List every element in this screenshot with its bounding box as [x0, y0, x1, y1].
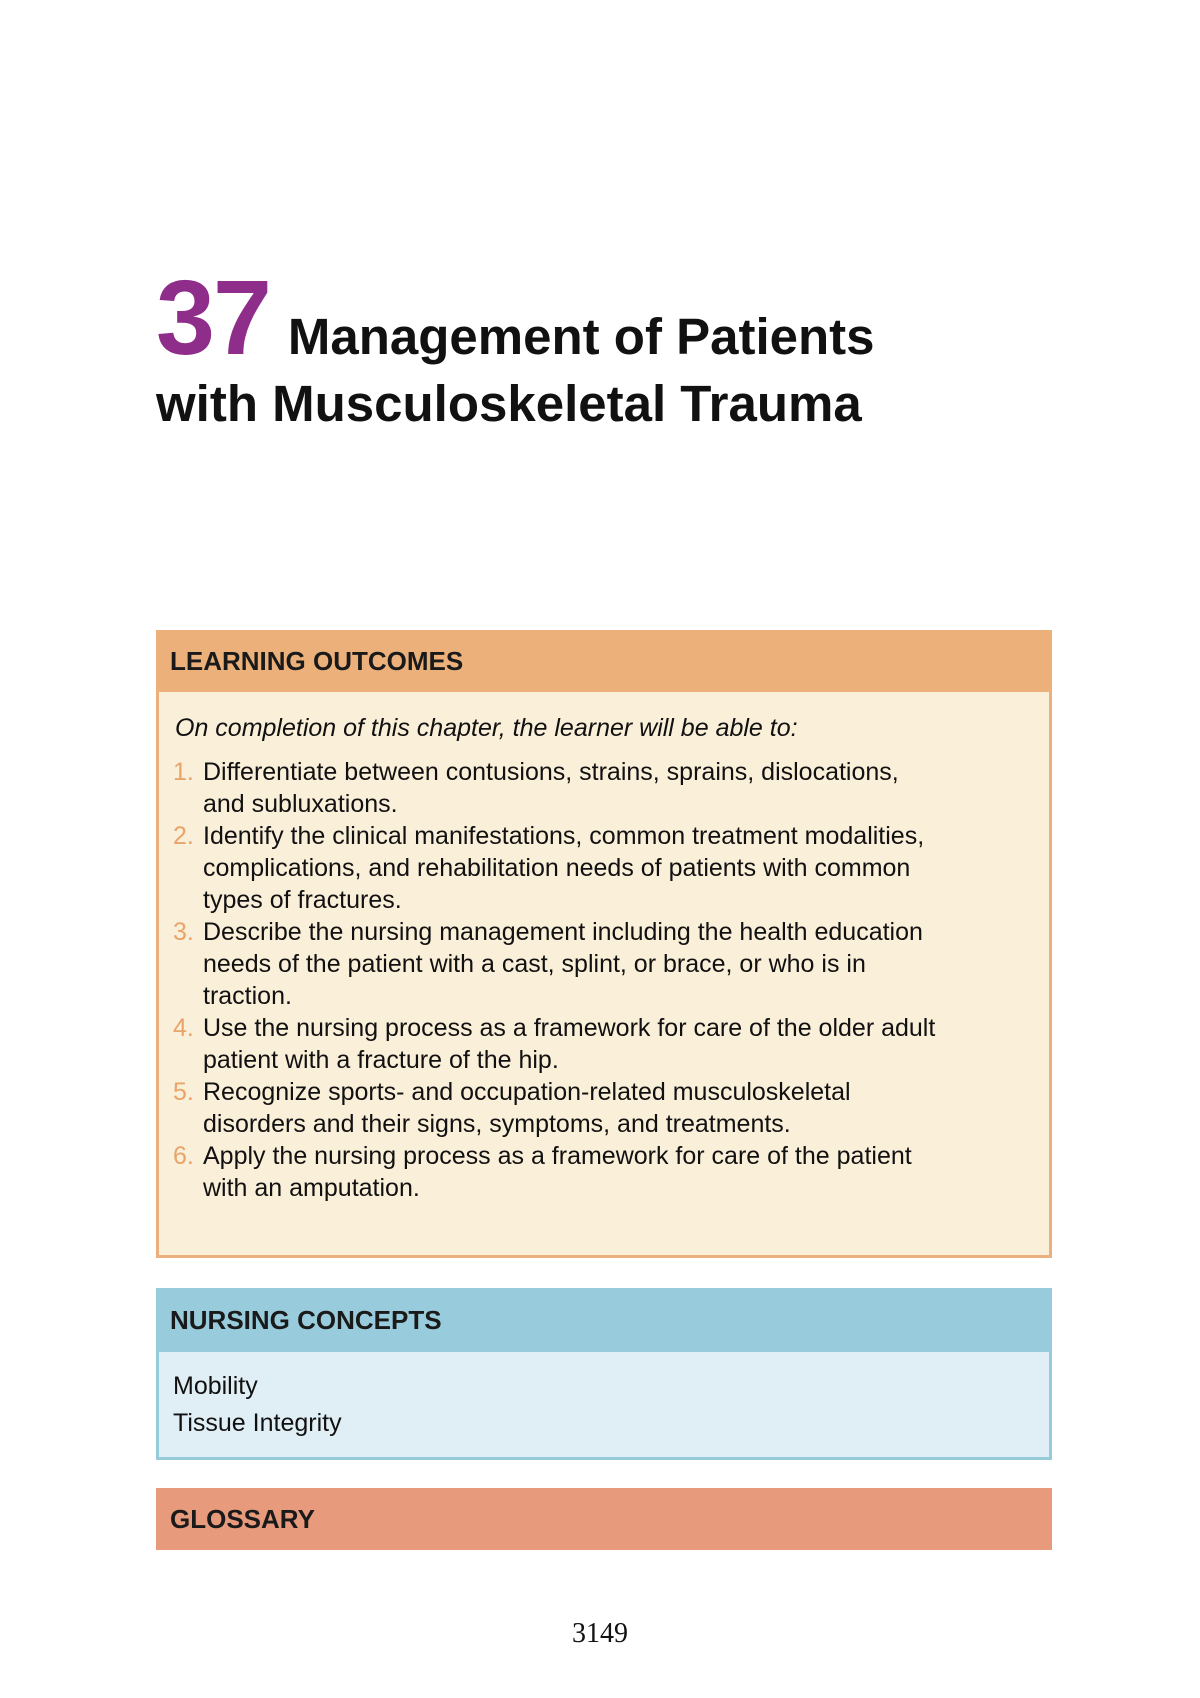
learning-outcome-item [173, 820, 1035, 916]
chapter-title-part-1: Management of Patients [287, 308, 875, 365]
learning-outcome-text-line: disorders and their signs, symptoms, and treatments. [203, 1110, 791, 1138]
learning-outcome-number: 2. [173, 822, 194, 850]
nursing-concepts-panel [156, 1288, 1052, 1460]
learning-outcomes-body [159, 692, 1049, 1204]
learning-outcomes-intro: On completion of this chapter, the learner will be able to: [175, 714, 798, 742]
learning-outcome-text-line: patient with a fracture of the hip. [203, 1046, 559, 1074]
learning-outcome-number: 4. [173, 1014, 194, 1042]
learning-outcome-text-line: complications, and rehabilitation needs of patients with common [203, 854, 911, 882]
concept-item: Tissue Integrity [173, 1409, 342, 1437]
concept-item: Mobility [173, 1372, 258, 1400]
learning-outcome-text-line: traction. [203, 982, 292, 1010]
learning-outcome-text-line: Apply the nursing process as a framework for care of the patient [203, 1142, 912, 1170]
learning-outcomes-heading: LEARNING OUTCOMES [156, 630, 1052, 692]
learning-outcome-item [173, 916, 1035, 1012]
chapter-number: 37 [156, 259, 270, 377]
learning-outcome-text-line: needs of the patient with a cast, splint, or brace, or who is in [203, 950, 866, 978]
learning-outcomes-panel [156, 630, 1052, 1258]
learning-outcome-number: 5. [173, 1078, 194, 1106]
learning-outcome-text-line: Use the nursing process as a framework for care of the older adult [203, 1014, 936, 1042]
learning-outcome-item [173, 1076, 1035, 1140]
page-number: 3149 [572, 1618, 628, 1649]
learning-outcomes-list [173, 756, 1035, 1204]
learning-outcome-text-line: Differentiate between contusions, strains, sprains, dislocations, [203, 758, 899, 786]
learning-outcome-number: 1. [173, 758, 194, 786]
chapter-title-line-1 [156, 259, 1056, 377]
learning-outcome-item [173, 756, 1035, 820]
learning-outcome-text-line: types of fractures. [203, 886, 402, 914]
learning-outcome-text-line: Recognize sports- and occupation-related musculoskeletal [203, 1078, 851, 1106]
learning-outcome-item [173, 1012, 1035, 1076]
learning-outcome-number: 6. [173, 1142, 194, 1170]
glossary-panel [156, 1488, 1052, 1550]
learning-outcome-text-line: and subluxations. [203, 790, 398, 818]
learning-outcome-item [173, 1140, 1035, 1204]
nursing-concepts-body [159, 1352, 1049, 1442]
chapter-title [156, 259, 1056, 434]
nursing-concepts-heading: NURSING CONCEPTS [156, 1288, 1052, 1352]
learning-outcome-text-line: Identify the clinical manifestations, common treatment modalities, [203, 822, 925, 850]
learning-outcome-text-line: with an amputation. [203, 1174, 420, 1202]
learning-outcome-number: 3. [173, 918, 194, 946]
chapter-title-part-2: with Musculoskeletal Trauma [156, 375, 862, 432]
learning-outcome-text-line: Describe the nursing management including the health education [203, 918, 923, 946]
glossary-heading: GLOSSARY [170, 1504, 315, 1534]
